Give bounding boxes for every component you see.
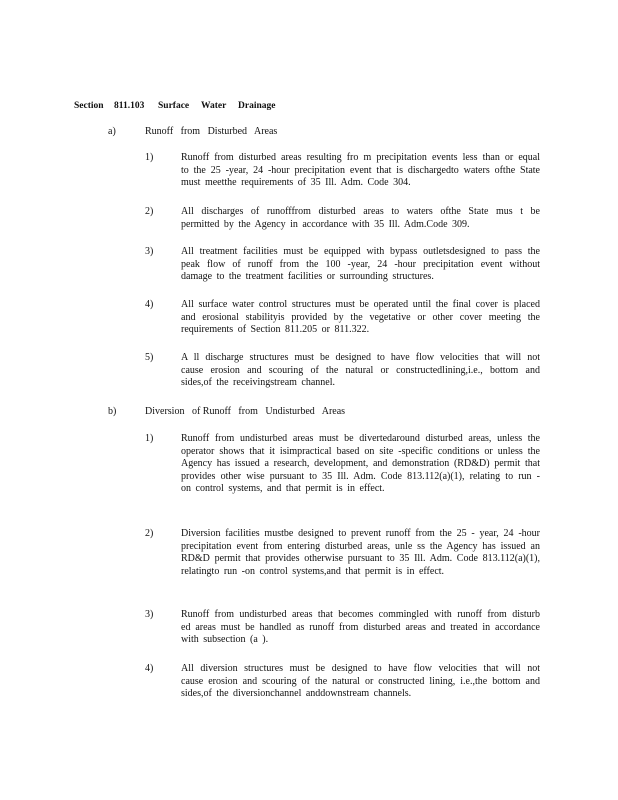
item-text: All surface water control structures must be operated until the final cover is placed and erosional stabilityis provided by the vegetative or other cover meeting the requirements of Section 811.205 or 811.322. — [181, 299, 540, 335]
subsection-title: Runoff from Disturbed Areas — [145, 126, 278, 137]
item-number: 4) — [145, 663, 154, 674]
item-text: A ll discharge structures must be designed to have flow velocities that will not cause erosion and scouring of the natural or constructedlining,i.e., bottom and sides,of the receivingstream channel. — [181, 352, 540, 388]
section-title-word: Drainage — [238, 101, 276, 111]
item-number: 1) — [145, 433, 154, 444]
list-item — [145, 246, 540, 284]
item-number: 4) — [145, 299, 154, 310]
subsection-label: b) — [108, 406, 117, 417]
item-number: 2) — [145, 206, 154, 217]
item-number: 2) — [145, 528, 154, 539]
list-item — [145, 352, 540, 390]
section-label: Section — [74, 101, 104, 111]
subsection-a-heading — [108, 126, 277, 137]
item-text: All diversion structures must be designed to have flow velocities that will not cause erosion and scouring of the natural or constructed lining, i.e.,the bottom and sides,of the diversionchannel anddownstream channels. — [181, 663, 540, 699]
subsection-title: Diversion of Runoff from Undisturbed Areas — [145, 406, 346, 417]
list-item — [145, 206, 540, 231]
item-text: All discharges of runofffrom disturbed areas to waters ofthe State mus t be permitted by the Agency in accordance with 35 Ill. Adm.Code 309. — [181, 206, 540, 230]
list-item — [145, 299, 540, 337]
item-text: All treatment facilities must be equipped with bypass outletsdesigned to pass the peak flow of runoff from the 100 -year, 24 -hour precipitation event without damage to the treatment facilities or surrounding structures. — [181, 246, 540, 282]
item-text: Runoff from undisturbed areas that becomes commingled with runoff from disturb ed areas must be handled as runoff from disturbed areas and treated in accordance with subsection (a ). — [181, 609, 540, 645]
section-title-word: Surface — [158, 101, 190, 111]
item-text: Diversion facilities mustbe designed to prevent runoff from the 25 - year, 24 -hour precipitation event from entering disturbed areas, unle ss the Agency has issued an RD&D permit that provides otherwise pursuant to 35 Ill. Adm. Code 813.112(a)(1), relatingto run -on control systems,and that permit is in effect. — [181, 528, 540, 577]
item-number: 5) — [145, 352, 154, 363]
section-heading — [74, 101, 275, 111]
item-number: 1) — [145, 152, 154, 163]
subsection-label: a) — [108, 126, 116, 137]
list-item — [145, 663, 540, 701]
list-item — [145, 152, 540, 190]
item-text: Runoff from disturbed areas resulting fro m precipitation events less than or equal to the 25 -year, 24 -hour precipitation event that is dischargedto waters ofthe State must meetthe requirements of 35 Ill. Adm. Code 304. — [181, 152, 540, 188]
list-item — [145, 609, 540, 647]
subsection-b-heading — [108, 406, 345, 417]
item-number: 3) — [145, 609, 154, 620]
item-number: 3) — [145, 246, 154, 257]
section-title-word: Water — [201, 101, 227, 111]
section-number: 811.103 — [114, 101, 145, 111]
item-text: Runoff from undisturbed areas must be divertedaround disturbed areas, unless the operator shows that it isimpractical based on site -specific conditions or unless the Agency has issued a research, development, and demonstration (RD&D) permit that provides other wise pursuant to 35 Ill. Adm. Code 813.112(a)(1), relating to run -on control systems, and that permit is in effect. — [181, 433, 540, 494]
list-item — [145, 433, 540, 496]
list-item — [145, 528, 540, 578]
